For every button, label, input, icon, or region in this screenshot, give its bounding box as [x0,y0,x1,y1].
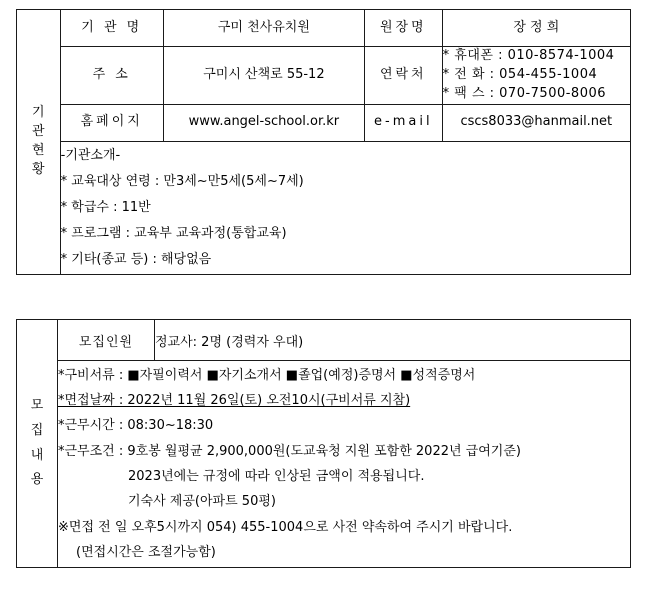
detail-line-3: *근무시간 : 08:30~18:30 [58,418,214,434]
table-row [17,141,631,274]
recruitment-row-label-char-2: 집 [30,422,44,438]
table-row [17,47,631,105]
table-row [17,10,631,47]
homepage-value[interactable]: www.angel-school.or.kr [163,104,364,141]
email-label: e-mail [364,104,442,141]
director-value: 장 정 희 [442,10,630,47]
recruitment-table [16,319,631,568]
email-value[interactable]: cscs8033@hanmail.net [442,104,630,141]
table-row [17,320,631,361]
recruit-count-label: 모집인원 [58,320,155,361]
institution-row-label-char-4: 황 [32,161,45,177]
institution-status-table [16,9,631,275]
detail-line-5: 2023년에는 규정에 따라 인상된 금액이 적용됩니다. [128,469,425,484]
intro-line-2: * 교육대상 연령 : 만3세~만5세(5세~7세) [60,173,304,189]
table-row [17,361,631,568]
recruitment-row-label [17,320,58,568]
recruit-count-value: 정교사: 2명 (경력자 우대) [155,320,631,361]
contact-fax: * 팩 스 : 070-7500-8006 [442,85,607,101]
address-value: 구미시 산책로 55-12 [163,47,364,105]
detail-line-6: 기숙사 제공(아파트 50평) [128,494,276,510]
recruitment-row-label-char-4: 용 [30,472,44,488]
contact-label: 연락처 [364,47,442,105]
detail-line-4: *근무조건 : 9호봉 월평균 2,900,000원(도교육청 지원 포함한 2022년 급여기준) [58,443,521,459]
address-label: 주 소 [60,47,163,105]
intro-line-4: * 프로그램 : 교육부 교육과정(통합교육) [60,225,287,241]
contact-phone: * 전 화 : 054-455-1004 [442,66,598,82]
detail-line-1: *구비서류 : ■자필이력서 ■자기소개서 ■졸업(예정)증명서 ■성적증명서 [58,367,476,383]
intro-line-3: * 학급수 : 11반 [60,199,151,215]
detail-line-2: *면접날짜 : 2022년 11월 26일(토) 오전10시(구비서류 지참) [58,392,411,408]
intro-line-1: -기관소개- [60,147,121,163]
table-row [17,104,631,141]
institution-row-label-char-2: 관 [32,123,45,139]
org-name-label: 기 관 명 [60,10,163,47]
org-name-value: 구미 천사유치원 [163,10,364,47]
detail-line-7: ※면접 전 일 오후5시까지 054) 455-1004으로 사전 약속하여 주시기 바랍니다. [58,519,513,535]
intro-line-5: * 기타(종교 등) : 해당없음 [60,251,212,267]
institution-intro [60,141,630,274]
director-label: 원장명 [364,10,442,47]
contact-mobile: * 휴대폰 : 010-8574-1004 [442,48,615,63]
detail-line-8: (면접시간은 조절가능함) [76,545,216,561]
recruitment-details [58,361,631,568]
recruitment-row-label-char-1: 모 [30,398,44,414]
contact-value [442,47,630,105]
homepage-label: 홈페이지 [60,104,163,141]
institution-row-label-char-1: 기 [32,105,45,121]
recruitment-row-label-char-3: 내 [30,447,44,463]
institution-row-label-char-3: 현 [32,142,45,158]
institution-row-label [17,10,61,275]
